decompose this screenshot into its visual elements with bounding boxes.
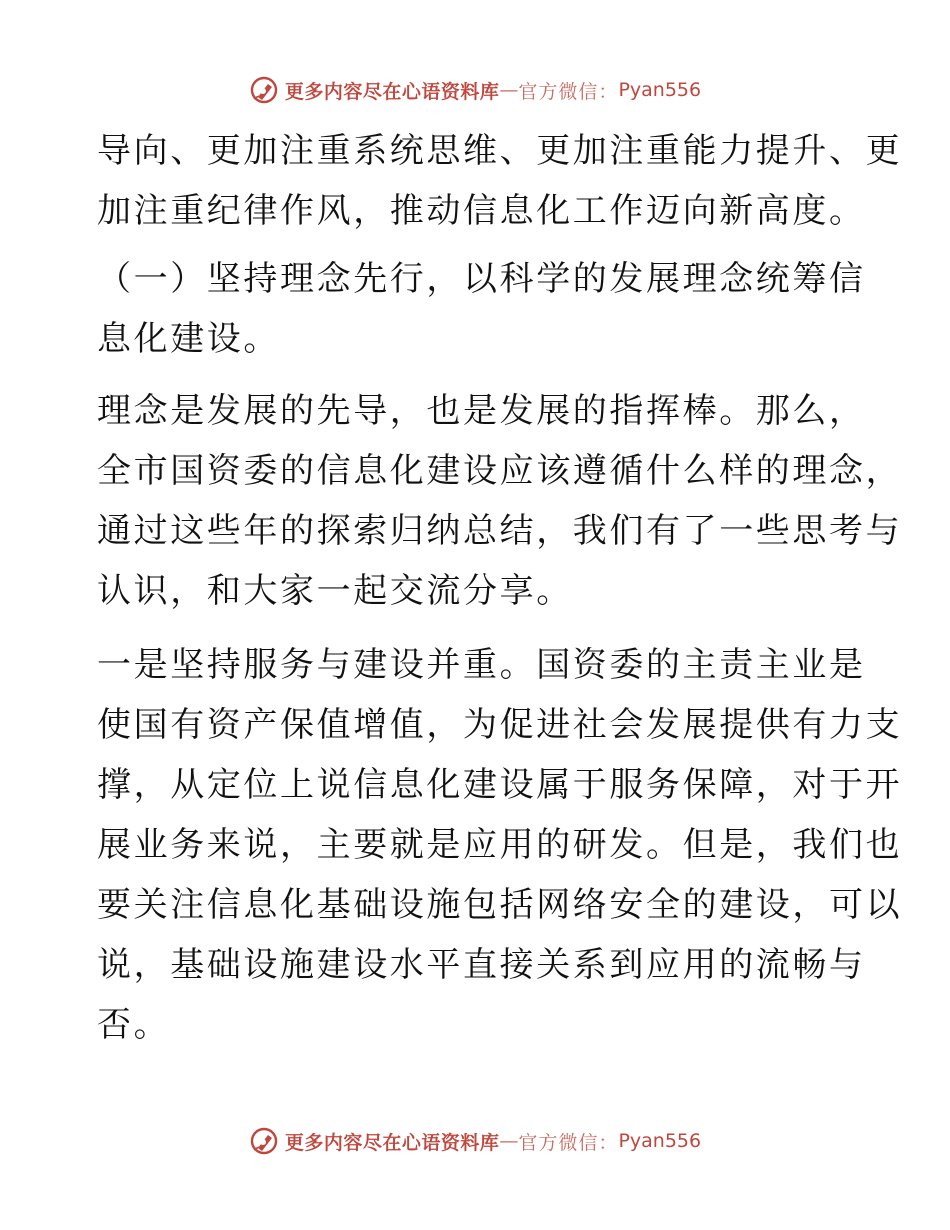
body-line: 使国有资产保值增值，为促进社会发展提供有力支 <box>97 705 903 745</box>
body-line: 导向、更加注重系统思维、更加注重能力提升、更 <box>97 131 903 171</box>
body-line: 全市国资委的信息化建设应该遵循什么样的理念， <box>97 451 903 491</box>
watermark-wechat-id: Pyan556 <box>618 1130 702 1152</box>
header-watermark <box>0 73 950 107</box>
footer-watermark <box>0 1124 950 1158</box>
pen-nib-logo-icon <box>249 75 279 105</box>
body-line: 否。 <box>97 1005 171 1045</box>
watermark-brand: 更多内容尽在心语资料库 <box>284 1131 500 1154</box>
watermark-wechat-label: 官方微信： <box>518 80 619 103</box>
body-line: 展业务来说，主要就是应用的研发。但是，我们也 <box>97 825 903 865</box>
body-line: 加注重纪律作风，推动信息化工作迈向新高度。 <box>97 191 866 231</box>
body-line: 理念是发展的先导，也是发展的指挥棒。那么， <box>97 391 866 431</box>
watermark-wechat-label: 官方微信： <box>518 1131 619 1154</box>
pen-nib-logo-icon <box>249 1126 279 1156</box>
watermark-wechat-id: Pyan556 <box>618 79 702 101</box>
body-line: 一是坚持服务与建设并重。国资委的主责主业是 <box>97 645 866 685</box>
body-line: 要关注信息化基础设施包括网络安全的建设，可以 <box>97 885 903 925</box>
body-line: 撑，从定位上说信息化建设属于服务保障，对于开 <box>97 765 903 805</box>
section-heading: 息化建设。 <box>97 319 280 359</box>
watermark-brand: 更多内容尽在心语资料库 <box>284 80 500 103</box>
body-line: 说，基础设施建设水平直接关系到应用的流畅与 <box>97 945 866 985</box>
body-line: 认识，和大家一起交流分享。 <box>97 571 573 611</box>
watermark-separator: — <box>499 1130 519 1152</box>
section-heading: （一）坚持理念先行，以科学的发展理念统筹信 <box>97 259 866 299</box>
watermark-separator: — <box>499 79 519 101</box>
body-line: 通过这些年的探索归纳总结，我们有了一些思考与 <box>97 511 903 551</box>
